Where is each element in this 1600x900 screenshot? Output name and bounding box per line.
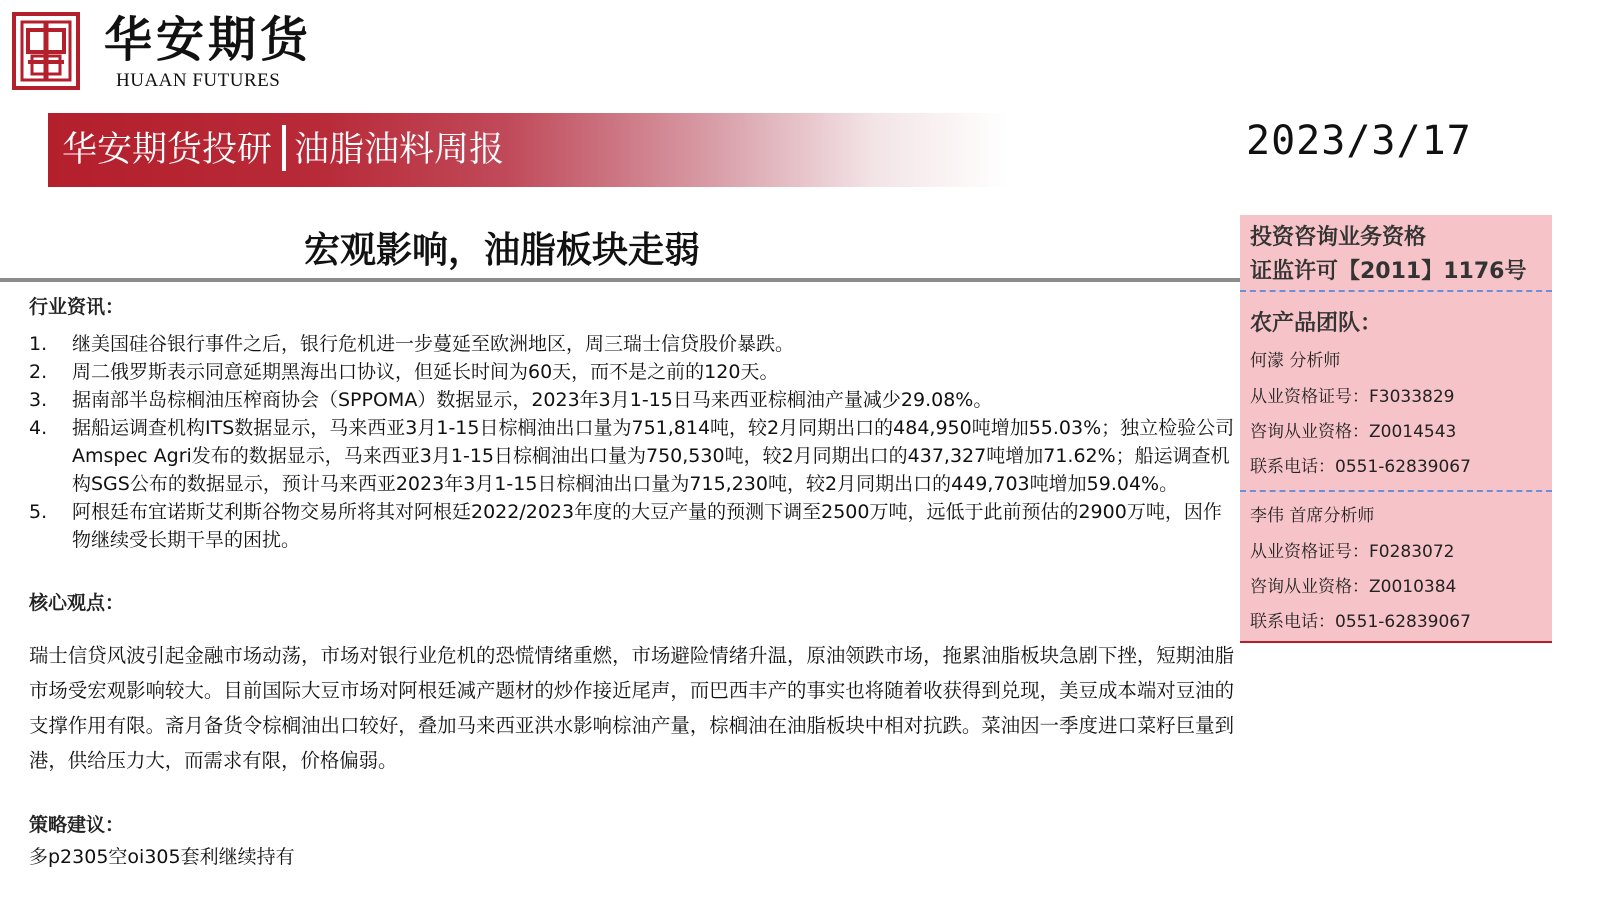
banner-left: 华安期货投研 — [62, 130, 273, 170]
analyst-2-license: 从业资格证号：F0283072 — [1250, 542, 1455, 562]
analyst-1-license: 从业资格证号：F3033829 — [1250, 387, 1455, 407]
report-date: 2023/3/17 — [1246, 118, 1472, 164]
banner-title — [62, 113, 504, 187]
title-divider — [0, 278, 1240, 282]
analyst-1-name: 何濛 分析师 — [1250, 351, 1341, 371]
banner-separator — [282, 125, 286, 171]
analyst-2-phone: 联系电话：0551-62839067 — [1250, 612, 1471, 632]
industry-heading: 行业资讯： — [29, 296, 125, 318]
strategy-text: 多p2305空oi305套利继续持有 — [29, 846, 295, 868]
list-item-text: 据南部半岛棕榈油压榨商协会（SPPOMA）数据显示，2023年3月1-15日马来西亚棕榈油产量减少29.08%。 — [72, 389, 993, 411]
qualification-line-2: 证监许可【2011】1176号 — [1250, 259, 1527, 284]
logo-name-cn: 华安期货 — [104, 12, 313, 68]
list-item-text: 继美国硅谷银行事件之后，银行危机进一步蔓延至欧洲地区，周三瑞士信贷股价暴跌。 — [72, 333, 795, 355]
list-item — [29, 498, 1239, 554]
list-item-number: 3. — [29, 389, 48, 411]
list-item-number: 4. — [29, 417, 48, 439]
list-item — [29, 358, 1239, 386]
list-item-text: 据船运调查机构ITS数据显示，马来西亚3月1-15日棕榈油出口量为751,814吨，较2月同期出口的484,950吨增加55.03%；独立检验公司Amspec Agri发布的数据显示，马来西亚3月1-15日棕榈油出口量为750,530吨，较2月同期出口的437,327吨增加71.62%；船运调查机构SGS公布的数据显示，预计马来西亚2023年3月1-15日棕榈油出口量为715,230吨，较2月同期出口的449,703吨增加59.04%。 — [72, 417, 1235, 495]
panel-divider — [1240, 290, 1552, 292]
analyst-1-consult: 咨询从业资格：Z0014543 — [1250, 422, 1457, 442]
strategy-heading: 策略建议： — [29, 814, 125, 836]
panel-bottom-border — [1240, 641, 1552, 643]
qualification-line-1: 投资咨询业务资格 — [1250, 225, 1427, 250]
page-title: 宏观影响，油脂板块走弱 — [304, 230, 701, 271]
list-item-number: 2. — [29, 361, 48, 383]
analyst-2-name: 李伟 首席分析师 — [1250, 506, 1375, 526]
core-view-text: 瑞士信贷风波引起金融市场动荡，市场对银行业危机的恐慌情绪重燃，市场避险情绪升温，原油领跌市场，拖累油脂板块急剧下挫，短期油脂市场受宏观影响较大。目前国际大豆市场对阿根廷减产题材的炒作接近尾声，而巴西丰产的事实也将随着收获得到兑现，美豆成本端对豆油的支撑作用有限。斋月备货令棕榈油出口较好，叠加马来西亚洪水影响棕油产量，棕榈油在油脂板块中相对抗跌。菜油因一季度进口菜籽巨量到港，供给压力大，而需求有限，价格偏弱。 — [29, 644, 1234, 772]
list-item — [29, 330, 1239, 358]
analyst-1-phone: 联系电话：0551-62839067 — [1250, 457, 1471, 477]
banner-right: 油脂油料周报 — [294, 130, 505, 170]
industry-news-list — [29, 330, 1239, 554]
list-item-number: 5. — [29, 501, 48, 523]
list-item-text: 周二俄罗斯表示同意延期黑海出口协议，但延长时间为60天，而不是之前的120天。 — [72, 361, 779, 383]
analyst-2-consult: 咨询从业资格：Z0010384 — [1250, 577, 1457, 597]
logo-name-en: HUAAN FUTURES — [116, 70, 281, 91]
panel-divider — [1240, 490, 1552, 492]
huaan-logo-icon — [12, 12, 80, 90]
list-item — [29, 414, 1239, 498]
list-item — [29, 386, 1239, 414]
list-item-number: 1. — [29, 333, 48, 355]
core-view-heading: 核心观点： — [29, 592, 125, 614]
team-heading: 农产品团队： — [1250, 311, 1383, 336]
list-item-text: 阿根廷布宜诺斯艾利斯谷物交易所将其对阿根廷2022/2023年度的大豆产量的预测下调至2500万吨，远低于此前预估的2900万吨，因作物继续受长期干旱的困扰。 — [72, 501, 1222, 551]
